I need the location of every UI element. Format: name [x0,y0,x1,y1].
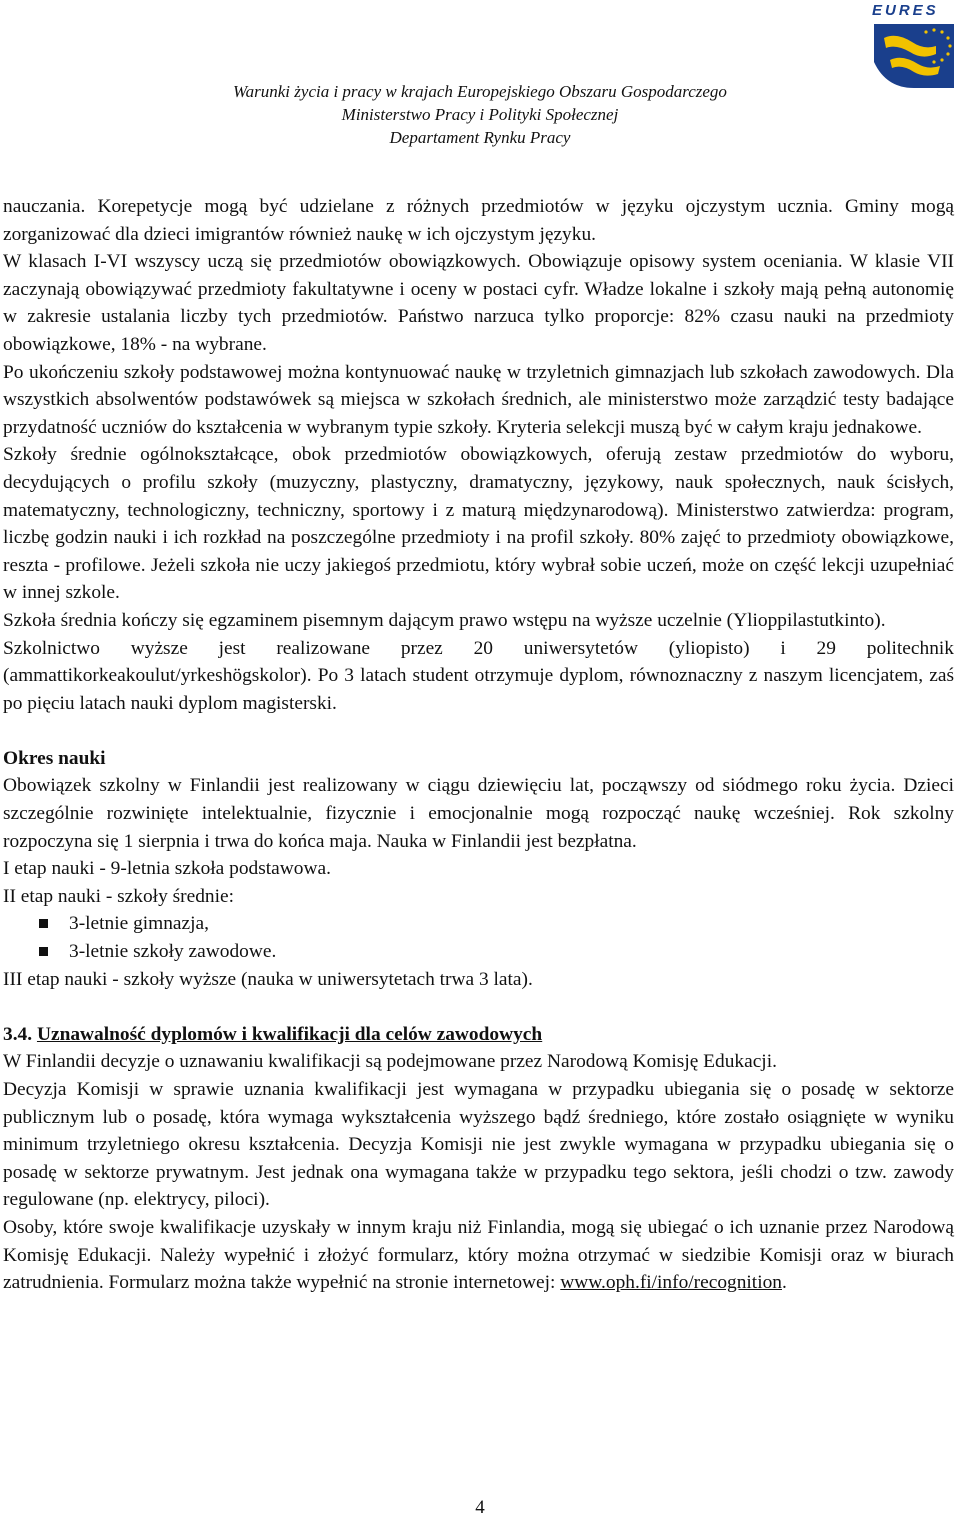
paragraph: nauczania. Korepetycje mogą być udzielane z różnych przedmiotów w języku ojczystym ucznia. Gminy mogą zorganizować dla dzieci imigrantów również naukę w ich ojczystym języku. [3,196,954,245]
stage-2: II etap nauki - szkoły średnie: [3,885,234,907]
spacer [3,993,954,1021]
eures-logo-icon [866,2,958,90]
paragraph: Obowiązek szkolny w Finlandii jest realizowany w ciągu dziewięciu lat, począwszy od siódmego roku życia. Dzieci szczególnie rozwinięte intelektualnie, fizycznie i emocjonalnie mogą rozpocząć naukę wcześniej. Rok szkolny rozpoczyna się 1 sierpnia i trwa do końca maja. Nauka w Finlandii jest bezpłatna. [3,775,954,852]
square-bullet-icon [39,919,48,928]
list-item [3,938,954,966]
page-header [0,0,960,160]
paragraph: Szkolnictwo wyższe jest realizowane przez 20 uniwersytetów (yliopisto) i 29 politechnik (ammattikorkeakoulut/yrkeshögskolor). Po 3 latach student otrzymuje dyplom, równoznaczny z naszym licencjatem, zaś po pięciu latach nauki dyplom magisterski. [3,637,954,714]
eures-logo [866,2,958,90]
recognition-link[interactable]: www.oph.fi/info/recognition [560,1272,782,1294]
stage-1: I etap nauki - 9-letnia szkoła podstawowa. [3,858,331,880]
section-number: 3.4. [3,1023,33,1045]
document-body [3,193,954,1297]
paragraph: Szkoła średnia kończy się egzaminem pisemnym dającym prawo wstępu na wyższe uczelnie (Ylioppilastutkinto). [3,609,886,631]
list-item-text: 3-letnie szkoły zawodowe. [69,941,277,963]
paragraph: W klasach I-VI wszyscy uczą się przedmiotów obowiązkowych. Obowiązuje opisowy system oceniania. W klasie VII zaczynają obowiązywać przedmioty fakultatywne i oceny w postaci cyfr. Władze lokalne i szkoły mają pełną autonomię w zakresie ustalania liczby tych przedmiotów. Państwo narzuca tylko proporcje: 82% czasu nauki na przedmioty obowiązkowe, 18% - na wybrane. [3,251,954,355]
spacer [3,717,954,745]
header-lines [0,80,960,149]
section-title: Uznawalność dyplomów i kwalifikacji dla celów zawodowych [36,1023,543,1045]
stage-3: III etap nauki - szkoły wyższe (nauka w uniwersytetach trwa 3 lata). [3,968,533,990]
paragraph-text: Osoby, które swoje kwalifikacje uzyskały w innym kraju niż Finlandia, mogą się ubiegać o ich uznanie przez Narodową Komisję Edukacji. Należy wypełnić i złożyć formularz, który można otrzymać w siedzibie Komisji oraz w biurach zatrudnienia. Formularz można także wypełnić na stronie internetowej: [3,1216,954,1294]
header-line-3: Departament Rynku Pracy [389,128,571,147]
paragraph: Szkoły średnie ogólnokształcące, obok przedmiotów obowiązkowych, oferują zestaw przedmiotów do wyboru, decydujących o profilu szkoły (muzyczny, plastyczny, dramatyczny, językowy, nauk społecznych, nauk ścisłych, matematyczny, technologiczny, techniczny, sportowy i z maturą międzynarodową). Ministerstwo zatwierdza: program, liczbę godzin nauki i ich rozkład na poszczególne przedmioty i na profil szkoły. 80% zajęć to przedmioty obowiązkowe, reszta - profilowe. Jeżeli szkoła nie uczy jakiegoś przedmiotu, który wybrał sobie uczeń, może on część lekcji uzupełniać w innej szkole. [3,444,954,604]
logo-text: EURES [872,2,939,19]
paragraph: W Finlandii decyzje o uznawaniu kwalifikacji są podejmowane przez Narodową Komisję Edukacji. [3,1051,777,1073]
header-line-1: Warunki życia i pracy w krajach Europejskiego Obszaru Gospodarczego [233,82,727,101]
list-item-text: 3-letnie gimnazja, [69,913,209,935]
square-bullet-icon [39,947,48,956]
paragraph: Po ukończeniu szkoły podstawowej można kontynuować naukę w trzyletnich gimnazjach lub szkołach zawodowych. Dla wszystkich absolwentów podstawówek są miejsca w szkołach średnich, ale ministerstwo może zarządzić testy badające przydatność uczniów do kształcenia w wybranym typie szkoły. Kryteria selekcji muszą być w całym kraju jednakowe. [3,361,954,438]
page-number: 4 [475,1497,485,1518]
header-line-2: Ministerstwo Pracy i Polityki Społecznej [341,105,619,124]
list-item [3,910,954,938]
paragraph-end: . [781,1272,787,1294]
bullet-list [3,910,954,965]
paragraph: Decyzja Komisji w sprawie uznania kwalifikacji jest wymagana w przypadku ubiegania się o posadę w sektorze publicznym lub o posadę, która wymaga wykształcenia wyższego bądź średniego, które zostało osiągnięte w wyniku minimum trzyletniego okresu kształcenia. Decyzja Komisji nie jest zwykle wymagana w przypadku ubiegania się o posadę w sektorze prywatnym. Jest jednak ona wymagana także w przypadku tego sektora, jeśli chodzi o tzw. zawody regulowane (np. elektrycy, piloci). [3,1079,954,1211]
section-heading-3-4 [3,1021,954,1049]
paragraph [3,1214,954,1297]
section-heading-okres: Okres nauki [3,747,106,769]
